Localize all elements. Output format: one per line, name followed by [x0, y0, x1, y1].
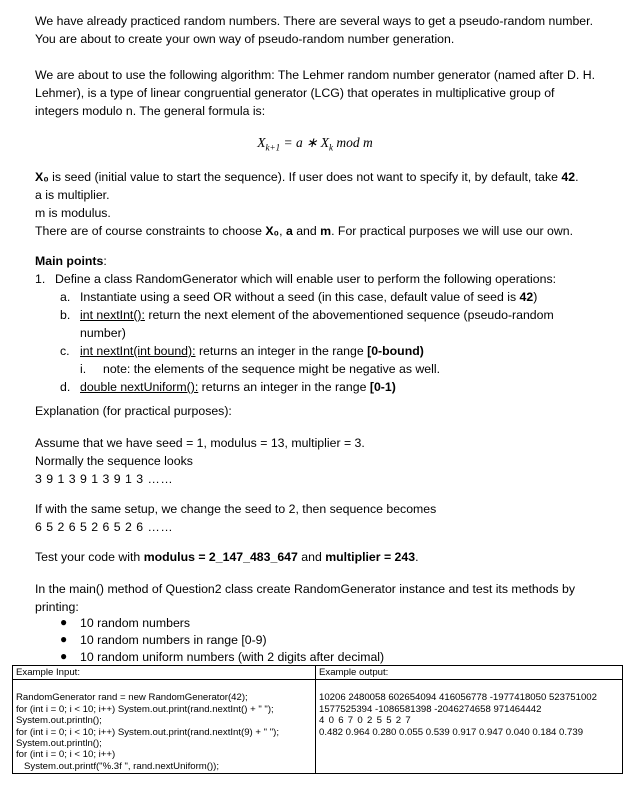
example-input-code — [13, 680, 316, 774]
main-points-title — [35, 252, 605, 270]
constraints-x0: X₀ — [265, 224, 280, 238]
bullet-item-1: 10 random numbers — [80, 616, 191, 630]
item-d-bold: [0-1) — [369, 380, 396, 394]
item-b-text — [80, 306, 554, 324]
input-line-6: for (int i = 0; i < 10; i++) — [16, 749, 116, 761]
constraints-a: a — [285, 224, 293, 238]
input-line-2: for (int i = 0; i < 10; i++) System.out.print(rand.nextInt() + " "); — [16, 703, 274, 715]
output-line-4: 0.482 0.964 0.280 0.055 0.539 0.917 0.947 0.040 0.184 0.739 — [319, 726, 584, 738]
test-modulus: modulus = 2_147_483_647 — [143, 550, 298, 564]
formula-eq: = a ∗ X — [280, 135, 329, 150]
item-a-text — [80, 288, 537, 306]
item-a-bold: 42 — [519, 290, 534, 304]
bullet-icon-3: ● — [60, 649, 68, 663]
item-c-method: int nextInt(int bound): — [80, 344, 196, 358]
item-b-method: int nextInt(): — [80, 308, 145, 322]
item-1-number: 1. — [35, 272, 46, 286]
x0-text: is seed (initial value to start the sequence). If user does not want to specify it, by default, take — [48, 170, 562, 184]
item-c-body: returns an integer in the range — [195, 344, 368, 358]
intro-line-1: We have already practiced random numbers. There are several ways to get a pseudo-random number. — [35, 14, 593, 28]
item-ci-text: note: the elements of the sequence might be negative as well. — [103, 362, 441, 376]
item-a-label: a. — [60, 290, 71, 304]
formula-tail: mod m — [333, 135, 373, 150]
formula-rhs-sub: k — [329, 142, 333, 153]
test-line — [35, 548, 605, 566]
item-d-body: returns an integer in the range — [198, 380, 370, 394]
item-b-body: return the next element of the abovementioned sequence (pseudo-random — [144, 308, 554, 322]
lehmer-formula — [0, 135, 630, 153]
item-c-bold: [0-bound) — [367, 344, 424, 358]
bullet-icon-1: ● — [60, 615, 68, 629]
constraints-m: m — [320, 224, 332, 238]
item-a-body: Instantiate using a seed OR without a seed (in this case, default value of seed is — [80, 290, 520, 304]
explanation-line-3: If with the same setup, we change the seed to 2, then sequence becomes — [35, 502, 437, 516]
constraints-pre: There are of course constraints to choose — [35, 224, 266, 238]
item-c-label: c. — [60, 344, 70, 358]
item-d-label: d. — [60, 380, 71, 394]
main-points-title-text: Main points — [35, 254, 104, 268]
constraints-post: . For practical purposes we will use our own. — [331, 224, 574, 238]
test-and: and — [297, 550, 326, 564]
main-points-colon: : — [103, 254, 107, 268]
item-b-label: b. — [60, 308, 71, 322]
bullet-icon-2: ● — [60, 632, 68, 646]
test-multiplier: multiplier = 243 — [325, 550, 416, 564]
example-input-header: Example Input: — [13, 666, 316, 680]
intro-line-2: You are about to create your own way of pseudo-random number generation. — [35, 32, 455, 46]
example-output-header: Example output: — [316, 666, 623, 680]
item-ci-label: i. — [80, 362, 87, 376]
output-line-2: 1577525394 -1086581398 -2046274658 971464442 — [319, 703, 542, 715]
sequence-1: 3 9 1 3 9 1 3 9 1 3 …… — [35, 472, 174, 486]
constraints-line — [35, 222, 605, 240]
input-line-4: for (int i = 0; i < 10; i++) System.out.print(rand.nextInt(9) + " "); — [16, 726, 280, 738]
item-1-text: Define a class RandomGenerator which will enable user to perform the following operations: — [55, 272, 557, 286]
output-line-1: 10206 2480058 602654094 416056778 -1977418050 523751002 — [319, 692, 597, 704]
algorithm-line-2: Lehmer), is a type of linear congruential generator (LCG) that operates in multiplicative group of — [35, 86, 555, 100]
bullet-item-2: 10 random numbers in range [0-9) — [80, 633, 267, 647]
input-line-7: System.out.printf("%.3f ", rand.nextUniform()); — [24, 760, 220, 772]
explanation-line-2: Normally the sequence looks — [35, 454, 193, 468]
input-line-5: System.out.println(); — [16, 738, 102, 750]
explanation-line-1: Assume that we have seed = 1, modulus = 13, multiplier = 3. — [35, 436, 365, 450]
test-end: . — [415, 550, 419, 564]
bullet-item-3: 10 random uniform numbers (with 2 digits after decimal) — [80, 650, 385, 664]
multiplier-definition: a is multiplier. — [35, 188, 110, 202]
formula-lhs-sub: k+1 — [265, 142, 281, 153]
input-line-3: System.out.println(); — [16, 715, 102, 727]
item-d-text — [80, 378, 396, 396]
sequence-2: 6 5 2 6 5 2 6 5 2 6 …… — [35, 520, 174, 534]
constraints-and: and — [292, 224, 321, 238]
main-method-line-2: printing: — [35, 600, 79, 614]
item-b-text-2: number) — [80, 326, 126, 340]
item-c-text — [80, 342, 424, 360]
algorithm-line-1: We are about to use the following algorithm: The Lehmer random number generator (named after D. H. — [35, 68, 596, 82]
example-output-values — [316, 680, 623, 774]
constraints-comma: , — [279, 224, 286, 238]
x0-default: 42 — [561, 170, 576, 184]
explanation-title: Explanation (for practical purposes): — [35, 404, 232, 418]
x0-label: X₀ — [35, 170, 49, 184]
example-table — [12, 665, 623, 774]
item-d-method: double nextUniform(): — [80, 380, 199, 394]
output-line-3: 4 0 6 7 0 2 5 5 2 7 — [319, 715, 412, 727]
item-a-end: ) — [533, 290, 538, 304]
modulus-definition: m is modulus. — [35, 206, 111, 220]
algorithm-line-3: integers modulo n. The general formula is: — [35, 104, 266, 118]
input-line-1: RandomGenerator rand = new RandomGenerator(42); — [16, 692, 248, 704]
x0-end: . — [575, 170, 579, 184]
main-method-line-1: In the main() method of Question2 class create RandomGenerator instance and test its methods by — [35, 582, 575, 596]
test-pre: Test your code with — [35, 550, 144, 564]
formula-lhs: X — [257, 135, 266, 150]
seed-definition — [35, 168, 605, 186]
